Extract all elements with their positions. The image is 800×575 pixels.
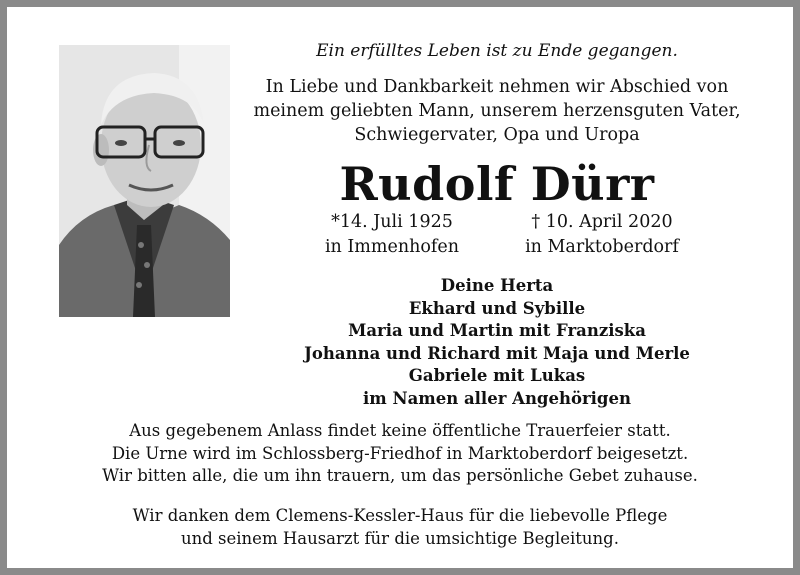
family-member: Deine Herta	[440, 276, 554, 295]
family-list	[247, 275, 747, 410]
thanks-line: und seinem Hausarzt für die umsichtige Begleitung.	[180, 528, 619, 548]
intro-line: meinem geliebten Mann, unserem herzensguten Vater,	[253, 101, 741, 121]
notice-line: Die Urne wird im Schlossberg-Friedhof in Marktoberdorf beigesetzt.	[111, 443, 689, 463]
birth-info	[297, 210, 487, 260]
intro-line: Schwiegervater, Opa und Uropa	[354, 125, 640, 145]
family-member: Maria und Martin mit Franziska	[348, 321, 646, 340]
notice-line: Wir bitten alle, die um ihn trauern, um das persönliche Gebet zuhause.	[102, 466, 698, 485]
notice-line: Aus gegebenem Anlass findet keine öffentliche Trauerfeier statt.	[129, 421, 671, 440]
portrait-image	[59, 45, 230, 317]
death-info	[507, 210, 697, 260]
portrait-photo	[59, 45, 230, 317]
family-member: Gabriele mit Lukas	[408, 366, 586, 385]
funeral-notice	[47, 420, 753, 488]
intro-block	[247, 37, 747, 147]
family-member: im Namen aller Angehörigen	[363, 388, 631, 408]
birth-date: *14. Juli 1925	[331, 212, 453, 232]
motto-text: Ein erfülltes Leben ist zu Ende gegangen.	[316, 41, 678, 61]
deceased-name: Rudolf Dürr	[339, 157, 655, 211]
death-place: in Marktoberdorf	[525, 237, 679, 257]
intro-line: In Liebe und Dankbarkeit nehmen wir Abschied von	[265, 77, 729, 97]
thanks-text	[47, 505, 753, 550]
birth-place: in Immenhofen	[324, 237, 460, 257]
family-member: Ekhard und Sybille	[408, 298, 586, 318]
thanks-line: Wir danken dem Clemens-Kessler-Haus für die liebevolle Pflege	[132, 506, 668, 525]
family-member: Johanna und Richard mit Maja und Merle	[304, 343, 690, 363]
death-date: † 10. April 2020	[531, 212, 673, 232]
intro-text	[247, 75, 747, 147]
